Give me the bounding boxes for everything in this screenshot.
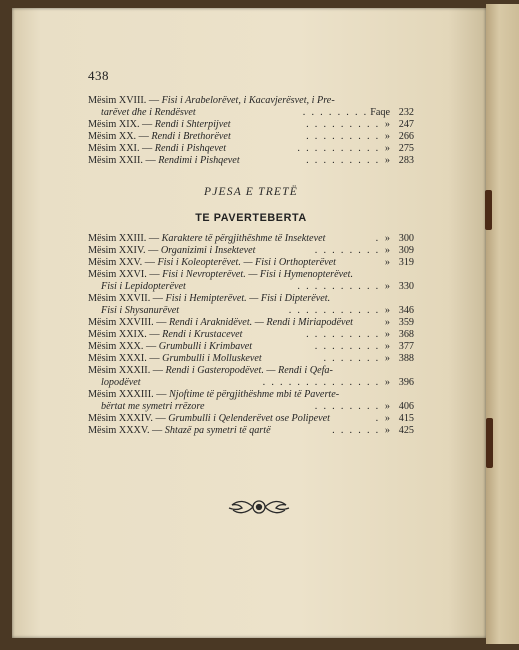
toc-entry (88, 155, 414, 167)
lesson-title: Fisi i Arabelorëvet, i Kacavjerësvet, i Pre- (161, 95, 335, 106)
binding-mark (485, 190, 492, 230)
page-ditto-mark: » (384, 401, 390, 412)
toc-group-2 (88, 233, 414, 437)
page-reference: 346 (398, 305, 414, 316)
lesson-title: Shtazë pa symetri të qartë (164, 425, 271, 436)
page-reference: 319 (398, 257, 414, 268)
page-number: 438 (88, 68, 109, 83)
toc-entry (88, 143, 414, 155)
toc-entry (88, 293, 414, 305)
lesson-title: Fisi i Koleopterëvet. — Fisi i Orthopterëvet (157, 257, 336, 268)
toc-entry (88, 131, 414, 143)
toc-entry (88, 233, 414, 245)
page-ditto-mark: » (384, 329, 390, 340)
page-reference: 359 (398, 317, 414, 328)
page-reference: 330 (398, 281, 414, 292)
lesson-title: tarëvet dhe i Rendësvet (101, 107, 196, 118)
page-ditto-mark: » (384, 233, 390, 244)
toc-entry (88, 353, 414, 365)
lesson-label: Mësim XXX. — (88, 341, 157, 352)
lesson-title: Rendi i Pishqevet (154, 143, 227, 154)
page-reference: 396 (398, 377, 414, 388)
page-reference: 377 (398, 341, 414, 352)
page-reference: 275 (398, 143, 414, 154)
page-ditto-mark: » (384, 155, 390, 166)
lesson-label: Mësim XXI. — (88, 143, 153, 154)
lesson-label: Mësim XXVIII. — (88, 317, 167, 328)
leader-dots: . . . . . . . . . (306, 119, 380, 130)
page-reference: 415 (398, 413, 414, 424)
lesson-title: Organizimi i Insektevet (160, 245, 256, 256)
toc-entry (88, 95, 414, 107)
page-ditto-mark: » (384, 317, 390, 328)
leader-dots: . . . . . . . . (314, 245, 380, 256)
page-ditto-mark: » (384, 353, 390, 364)
page-ditto-mark: » (384, 281, 390, 292)
toc-entry (88, 365, 414, 377)
lesson-title: Grumbulli i Krimbavet (158, 341, 253, 352)
leader-dots: . (375, 233, 380, 244)
toc-entry (88, 107, 414, 119)
page-ditto-mark: » (384, 143, 390, 154)
leader-dots: . . . . . . . . . . (297, 281, 380, 292)
toc-entry (88, 377, 414, 389)
toc-entry (88, 269, 414, 281)
leader-dots: . . . . . . . . . (306, 329, 380, 340)
facing-page-edge (486, 4, 519, 644)
ornament-icon (226, 496, 292, 518)
lesson-label: Mësim XXVI. — (88, 269, 160, 280)
lesson-title: bërtat me symetri rrëzore (101, 401, 205, 412)
lesson-title: Rendi i Araknidëvet. — Rendi i Miriapodëvet (168, 317, 353, 328)
lesson-title: Fisi i Hemipterëvet. — Fisi i Dipterëvet. (165, 293, 331, 304)
leader-dots: . . . . . . (332, 425, 380, 436)
leader-dots: . . . . . . . . . . . (288, 305, 380, 316)
page-ditto-mark: » (384, 413, 390, 424)
toc-entry (88, 341, 414, 353)
leader-dots: . . . . . . . . (314, 401, 380, 412)
lesson-label: Mësim XXXIV. — (88, 413, 166, 424)
toc-entry (88, 257, 414, 269)
toc-entry (88, 401, 414, 413)
lesson-label: Mësim XXII. — (88, 155, 156, 166)
page-ditto-mark: » (384, 305, 390, 316)
leader-dots: . . . . . . . . . (306, 155, 380, 166)
page-reference: 232 (398, 107, 414, 118)
lesson-title: Grumbulli i Qelenderëvet ose Polipevet (168, 413, 331, 424)
leader-dots: . (375, 413, 380, 424)
page-reference: 388 (398, 353, 414, 364)
lesson-title: Njoftime të përgjithëshme mbi të Paverte- (168, 389, 340, 400)
lesson-label: Mësim XXXIII. — (88, 389, 167, 400)
leader-dots: . . . . . . . . . . (297, 143, 380, 154)
lesson-label: Mësim XXXI. — (88, 353, 160, 364)
binding-mark (486, 418, 493, 468)
lesson-label: Mësim XVIII. — (88, 95, 160, 106)
lesson-label: Mësim XXIII. — (88, 233, 160, 244)
toc-entry (88, 329, 414, 341)
lesson-label: Mësim XXIX. — (88, 329, 160, 340)
leader-dots: . . . . . . . . . (306, 131, 380, 142)
leader-dots: . . . . . . . . . . . . . . (262, 377, 380, 388)
lesson-label: Mësim XXXII. — (88, 365, 163, 376)
leader-dots: . . . . . . . . (314, 341, 380, 352)
lesson-title: Fisi i Lepidopterëvet (101, 281, 186, 292)
page-reference: 283 (398, 155, 414, 166)
lesson-title: Grumbulli i Molluskevet (162, 353, 262, 364)
lesson-label: Mësim XIX. — (88, 119, 153, 130)
lesson-title: Rendimi i Pishqevet (158, 155, 240, 166)
toc-entry (88, 413, 414, 425)
lesson-title: lopodëvet (101, 377, 141, 388)
page-reference: 247 (398, 119, 414, 130)
page-ditto-mark: » (384, 341, 390, 352)
toc-entry (88, 281, 414, 293)
page-ditto-mark: » (384, 119, 390, 130)
lesson-label: Mësim XXIV. — (88, 245, 159, 256)
lesson-label: Mësim XXVII. — (88, 293, 163, 304)
page-reference: 300 (398, 233, 414, 244)
lesson-label: Mësim XX. — (88, 131, 149, 142)
page-ditto-mark: » (384, 425, 390, 436)
toc-entry (88, 317, 414, 329)
lesson-title: Karaktere të përgjithëshme të Insektevet (161, 233, 326, 244)
leader-dots: . . . . . . . (323, 353, 380, 364)
page-reference: 406 (398, 401, 414, 412)
toc-entry (88, 119, 414, 131)
toc-entry (88, 305, 414, 317)
part-heading: PJESA E TRETË (204, 186, 298, 198)
toc-entry (88, 245, 414, 257)
page-ditto-mark: Faqe (370, 107, 390, 118)
leader-dots: . . . . . . . . (302, 107, 368, 118)
toc-entry (88, 389, 414, 401)
lesson-title: Fisi i Shysanurëvet (101, 305, 180, 316)
toc-group-1 (88, 95, 414, 167)
page-ditto-mark: » (384, 257, 390, 268)
page-ditto-mark: » (384, 245, 390, 256)
page-reference: 368 (398, 329, 414, 340)
lesson-title: Rendi i Brethorëvet (151, 131, 231, 142)
page-ditto-mark: » (384, 131, 390, 142)
page-reference: 266 (398, 131, 414, 142)
lesson-label: Mësim XXV. — (88, 257, 155, 268)
section-heading: TE PAVERTEBERTA (195, 212, 307, 224)
toc-entry (88, 425, 414, 437)
lesson-title: Fisi i Nevropterëvet. — Fisi i Hymenopterëvet. (162, 269, 354, 280)
lesson-title: Rendi i Gasteropodëvet. — Rendi i Qefa- (165, 365, 333, 376)
lesson-label: Mësim XXXV. — (88, 425, 163, 436)
lesson-title: Rendi i Krustacevet (162, 329, 243, 340)
lesson-title: Rendi i Shterpijvet (154, 119, 231, 130)
page-ditto-mark: » (384, 377, 390, 388)
page-reference: 425 (398, 425, 414, 436)
page-reference: 309 (398, 245, 414, 256)
